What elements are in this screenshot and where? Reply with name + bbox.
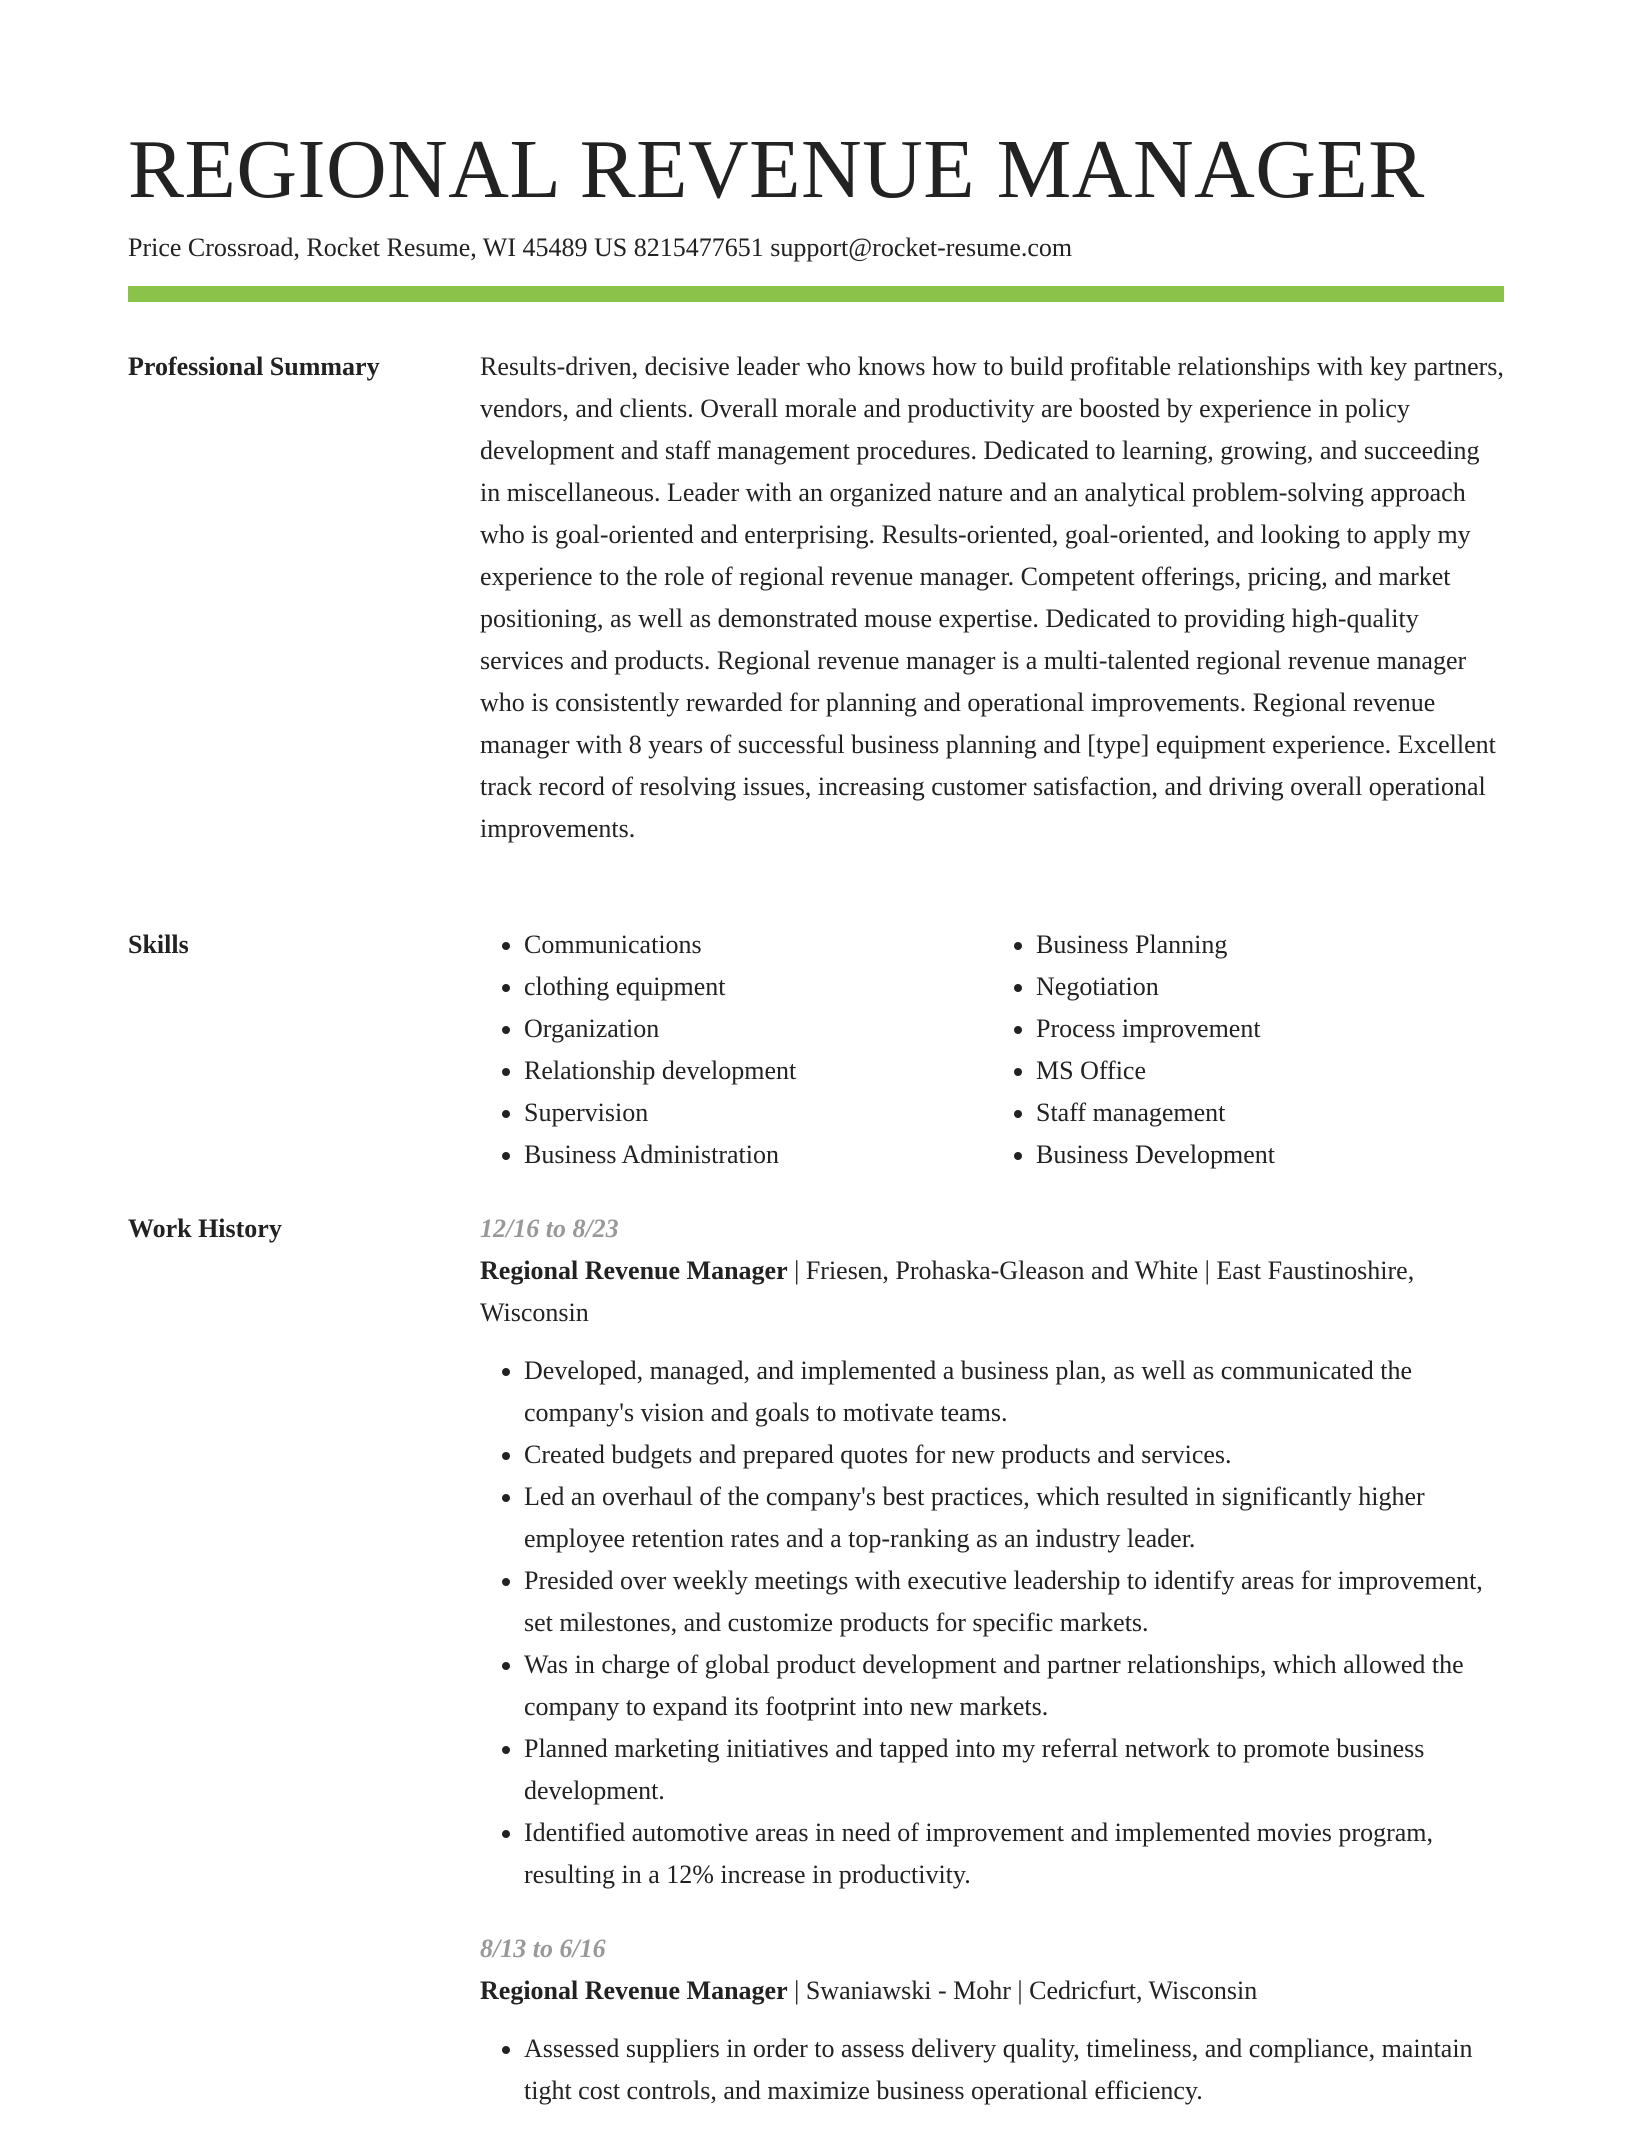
job-bullet: • Assessed suppliers in order to assess delivery quality, timeliness, and compliance, maintain tight cost controls, and maximize business operational efficiency.: [524, 2028, 1504, 2112]
job-dates: 12/16 to 8/23: [480, 1214, 619, 1243]
job-title-line: [480, 1970, 1504, 2012]
skills-column-left: [480, 924, 992, 1176]
work-history-body: [480, 1208, 1504, 2144]
job-dates: 8/13 to 6/16: [480, 1934, 606, 1963]
job-bullet: • Developed, managed, and implemented a business plan, as well as communicated the company's vision and goals to motivate teams.: [524, 1350, 1504, 1434]
contact-info: Price Crossroad, Rocket Resume, WI 45489 US 8215477651 support@rocket-resume.com: [128, 233, 1073, 262]
skill-item: • Communications: [524, 924, 992, 966]
skill-item: • Relationship development: [524, 1050, 992, 1092]
resume-title: REGIONAL REVENUE MANAGER: [128, 123, 1425, 216]
summary-text: Results-driven, decisive leader who knows how to build profitable relationships with key partners, vendors, and clients. Overall morale and productivity are boosted by experience in policy development and staff management procedures. Dedicated to learning, growing, and succeeding in miscellaneous. Leader with an organized nature and an analytical problem-solving approach who is goal-oriented and enterprising. Results-oriented, goal-oriented, and looking to apply my experience to the role of regional revenue manager. Competent offerings, pricing, and market positioning, as well as demonstrated mouse expertise. Dedicated to providing high-quality services and products. Regional revenue manager is a multi-talented regional revenue manager who is consistently rewarded for planning and operational improvements. Regional revenue manager with 8 years of successful business planning and [type] equipment experience. Excellent track record of resolving issues, increasing customer satisfaction, and driving overall operational improvements.: [480, 352, 1504, 843]
skills-columns: [480, 924, 1504, 1176]
work-history-heading: Work History: [128, 1214, 282, 1243]
skill-item: • Supervision: [524, 1092, 992, 1134]
job-bullets: [480, 2028, 1504, 2112]
job-bullet: • Led an overhaul of the company's best practices, which resulted in significantly higher employee retention rates and a top-ranking as an industry leader.: [524, 1476, 1504, 1560]
skill-item: • Business Planning: [1036, 924, 1504, 966]
skill-item: • Staff management: [1036, 1092, 1504, 1134]
job-employer-location: | Swaniawski - Mohr | Cedricfurt, Wisconsin: [787, 1976, 1258, 2005]
job-bullet: • Created budgets and prepared quotes for new products and services.: [524, 1434, 1504, 1476]
job-bullet: • Was in charge of global product development and partner relationships, which allowed the company to expand its footprint into new markets.: [524, 1644, 1504, 1728]
job-entry: [480, 1928, 1504, 2112]
job-bullet: • Identified automotive areas in need of improvement and implemented movies program, resulting in a 12% increase in productivity.: [524, 1812, 1504, 1896]
skills-body: [480, 924, 1504, 1176]
skill-item: • Business Development: [1036, 1134, 1504, 1176]
skills-column-right: [992, 924, 1504, 1176]
job-bullet: • Presided over weekly meetings with executive leadership to identify areas for improvement, set milestones, and customize products for specific markets.: [524, 1560, 1504, 1644]
job-entry: [480, 1208, 1504, 1896]
skill-item: • Business Administration: [524, 1134, 992, 1176]
summary-heading: Professional Summary: [128, 352, 380, 381]
skill-item: • Negotiation: [1036, 966, 1504, 1008]
job-bullets: [480, 1350, 1504, 1896]
job-bullet: • Planned marketing initiatives and tapped into my referral network to promote business development.: [524, 1728, 1504, 1812]
skill-item: • MS Office: [1036, 1050, 1504, 1092]
job-employer-location: | Friesen, Prohaska-Gleason and White | East Faustinoshire, Wisconsin: [480, 1256, 1415, 1327]
skill-item: • Organization: [524, 1008, 992, 1050]
skill-item: • Process improvement: [1036, 1008, 1504, 1050]
job-title-line: [480, 1250, 1504, 1334]
summary-body: [480, 346, 1504, 850]
skill-item: • clothing equipment: [524, 966, 992, 1008]
skills-heading: Skills: [128, 930, 189, 959]
job-title: Regional Revenue Manager: [480, 1256, 788, 1285]
accent-divider: [128, 286, 1504, 302]
job-title: Regional Revenue Manager: [480, 1976, 788, 2005]
